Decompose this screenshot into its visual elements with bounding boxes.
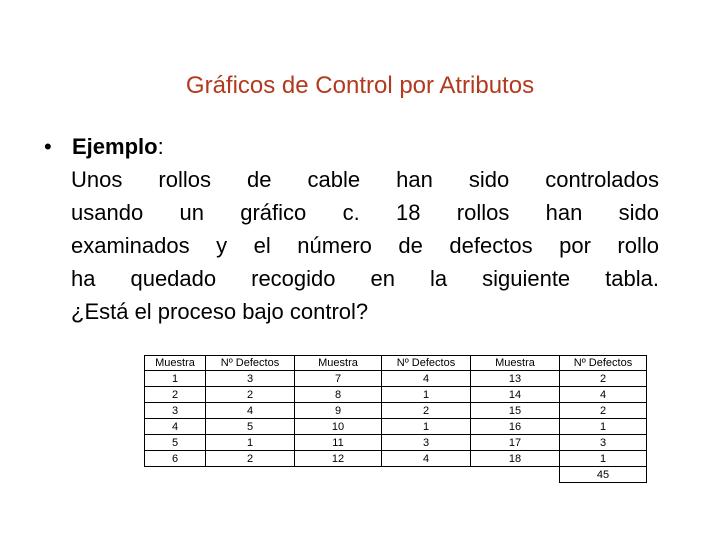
- table-cell: 2: [560, 371, 647, 387]
- bullet-heading-row: [44, 130, 659, 163]
- table-row: [145, 419, 647, 435]
- header-defectos: Nº Defectos: [382, 356, 471, 371]
- table-cell: 6: [145, 451, 206, 467]
- table-cell: 5: [145, 435, 206, 451]
- total-defects-cell: 45: [560, 467, 647, 483]
- table-cell: 4: [560, 387, 647, 403]
- blank-cell: [471, 467, 560, 483]
- table-cell: 4: [145, 419, 206, 435]
- example-description: [71, 163, 659, 328]
- bullet-icon: •: [44, 134, 52, 159]
- table-cell: 13: [471, 371, 560, 387]
- bullet-block: [44, 130, 659, 328]
- table-cell: 3: [206, 371, 295, 387]
- table-cell: 4: [382, 371, 471, 387]
- blank-cell: [206, 467, 295, 483]
- table-cell: 5: [206, 419, 295, 435]
- bullet-heading: [72, 130, 164, 163]
- table-cell: 2: [560, 403, 647, 419]
- table-cell: 1: [206, 435, 295, 451]
- header-muestra: Muestra: [471, 356, 560, 371]
- table-row: [145, 435, 647, 451]
- header-defectos: Nº Defectos: [560, 356, 647, 371]
- description-line: usando un gráfico c. 18 rollos han sido: [71, 200, 659, 225]
- table-row: [145, 451, 647, 467]
- table-cell: 2: [206, 387, 295, 403]
- defects-table: [144, 355, 647, 483]
- table-cell: 15: [471, 403, 560, 419]
- total-row: [145, 467, 647, 483]
- table-cell: 10: [295, 419, 382, 435]
- description-line: examinados y el número de defectos por rollo: [71, 233, 659, 258]
- table-cell: 11: [295, 435, 382, 451]
- table-cell: 2: [382, 403, 471, 419]
- blank-cell: [295, 467, 382, 483]
- header-defectos: Nº Defectos: [206, 356, 295, 371]
- table-cell: 12: [295, 451, 382, 467]
- table-cell: 14: [471, 387, 560, 403]
- table-row: [145, 387, 647, 403]
- table-cell: 3: [145, 403, 206, 419]
- description-line: ha quedado recogido en la siguiente tabla.: [71, 266, 659, 291]
- heading-text: Ejemplo: [72, 134, 158, 159]
- table-cell: 1: [560, 419, 647, 435]
- table-cell: 9: [295, 403, 382, 419]
- description-line: ¿Está el proceso bajo control?: [71, 299, 369, 324]
- slide-title: Gráficos de Control por Atributos: [185, 72, 535, 99]
- table-header-row: [145, 356, 647, 371]
- table-cell: 1: [145, 371, 206, 387]
- table-cell: 7: [295, 371, 382, 387]
- description-line: Unos rollos de cable han sido controlados: [71, 167, 659, 192]
- table-cell: 2: [206, 451, 295, 467]
- table-cell: 4: [382, 451, 471, 467]
- table-cell: 3: [560, 435, 647, 451]
- blank-cell: [382, 467, 471, 483]
- table-cell: 3: [382, 435, 471, 451]
- table-cell: 17: [471, 435, 560, 451]
- heading-colon: :: [157, 134, 164, 159]
- blank-cell: [145, 467, 206, 483]
- table-cell: 8: [295, 387, 382, 403]
- table-cell: 18: [471, 451, 560, 467]
- table-row: [145, 403, 647, 419]
- table-row: [145, 371, 647, 387]
- header-muestra: Muestra: [295, 356, 382, 371]
- table-cell: 1: [382, 419, 471, 435]
- table-cell: 1: [382, 387, 471, 403]
- table-cell: 2: [145, 387, 206, 403]
- table-cell: 16: [471, 419, 560, 435]
- table-cell: 4: [206, 403, 295, 419]
- table-cell: 1: [560, 451, 647, 467]
- header-muestra: Muestra: [145, 356, 206, 371]
